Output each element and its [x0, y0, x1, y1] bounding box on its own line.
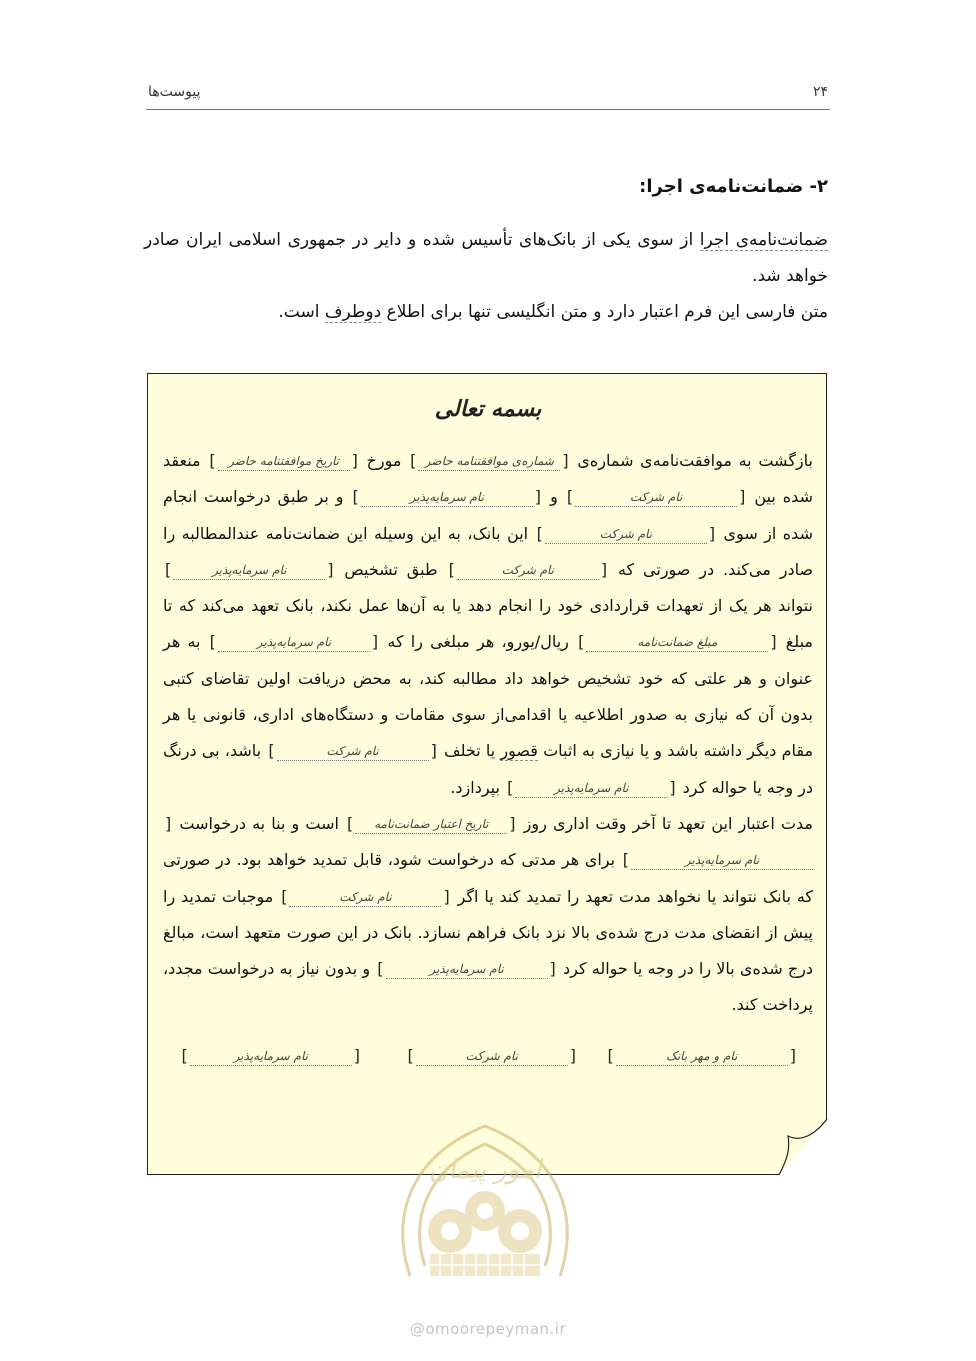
watermark-url: @omoorepeyman.ir: [409, 1320, 567, 1338]
investee-signature[interactable]: [نام سرمایه‌پذیر]: [181, 1046, 360, 1065]
company-name-field[interactable]: نام شرکت: [289, 888, 441, 907]
form-text: منعقد شده بین: [163, 451, 813, 507]
form-text: نتواند هر یک از تعهدات قراردادی خود را انجام دهد یا به آن‌ها عمل نکند، بانک تعهد می‌کند که تا مبلغ: [163, 596, 813, 652]
form-text: طبق تشخیص: [344, 559, 438, 579]
investee-name-field[interactable]: نام سرمایه‌پذیر: [515, 779, 667, 798]
intro-paragraph-2: [144, 294, 828, 330]
guarantee-amount-field[interactable]: مبلغ ضمانت‌نامه: [586, 633, 768, 652]
company-name-field[interactable]: نام شرکت: [457, 561, 599, 580]
intro-text: است.: [278, 302, 325, 322]
investee-name-field[interactable]: نام سرمایه‌پذیر: [631, 851, 813, 870]
intro-paragraph-1: [144, 222, 828, 294]
company-signature[interactable]: [نام شرکت]: [407, 1046, 576, 1065]
contract-date-field[interactable]: تاریخ موافقتنامه حاضر: [218, 452, 350, 471]
company-signature-field[interactable]: نام شرکت: [416, 1047, 568, 1066]
form-text: و بر طبق درخواست انجام شده از سوی: [163, 487, 813, 543]
chapter-title: پیوست‌ها: [148, 84, 201, 100]
form-text: قصور: [500, 741, 538, 761]
form-text: بپردازد.: [450, 777, 500, 797]
form-text: یا تخلف: [444, 741, 496, 761]
guarantee-paragraph-1: بازگشت به موافقت‌نامه‌ی شماره‌ی [شماره‌ی موافقتنامه حاضر] مورخ [تاریخ موافقتنامه حاضر] منعقد شده بین [نام شرکت] و [نام سرمایه‌پذیر] و بر طبق درخواست انجام شده از سوی [نام شرکت] این بانک، به این وسیله این ضمانت‌نامه عندالمطالبه را صادر می‌کند. در صورتی که [نام شرکت] طبق تشخیص [نام سرمایه‌پذیر] نتواند هر یک از تعهدات قراردادی خود را انجام دهد یا به آن‌ها عمل نکند، بانک تعهد می‌کند که تا مبلغ [مبلغ ضمانت‌نامه] ریال/یورو، هر مبلغی را که [نام سرمایه‌پذیر] به هر عنوان و هر علتی که خود تشخیص خواهد داد مطالبه کند، به محض دریافت اولین تقاضای کتبی بدون آن که نیازی به صدور اطلاعیه یا اقدامی‌از سوی مقامات و دستگاه‌های اداری، قانونی یا هر مقام دیگر داشته باشد و یا نیازی به اثبات قصور یا تخلف [نام شرکت] باشد، بی درنگ در وجه یا حواله کرد [نام سرمایه‌پذیر] بپردازد.: [163, 451, 814, 797]
investee-name-field[interactable]: نام سرمایه‌پذیر: [361, 488, 533, 507]
watermark-logo-icon: [390, 1116, 580, 1286]
form-text: ریال/یورو، هر مبلغی را که: [387, 632, 569, 652]
form-text: به هر عنوان و هر علتی که خود تشخیص خواهد داد مطالبه کند، به محض دریافت اولین تقاضای کتبی بدون آن که نیازی به صدور اطلاعیه یا اقدامی‌از سوی مقامات و دستگاه‌های اداری، قانونی یا هر مقام دیگر داشته باشد و یا نیازی به اثبات: [163, 632, 814, 761]
guarantee-paragraph-2: مدت اعتبار این تعهد تا آخر وقت اداری روز [تاریخ اعتبار ضمانت‌نامه] است و بنا به درخواست [نام سرمایه‌پذیر] برای هر مدتی که درخواست شود، قابل تمدید خواهد بود. در صورتی که بانک نتواند یا نخواهد مدت تعهد را تمدید کند یا اگر [نام شرکت] موجبات تمدید را پیش از انقضای مدت درج شده‌ی بالا نزد بانک فراهم نسازد. بانک در این صورت متعهد است، مبالغ درج شده‌ی بالا را در وجه یا حواله کرد [نام سرمایه‌پذیر] و بدون نیاز به درخواست مجدد، پرداخت کند.: [163, 813, 814, 1015]
guarantee-body: [163, 443, 813, 1024]
section-intro: [144, 222, 828, 330]
company-name-field[interactable]: نام شرکت: [545, 525, 707, 544]
page-number: ۲۴: [812, 84, 828, 100]
intro-text: متن فارسی این فرم اعتبار دارد و متن انگلیسی تنها برای اطلاع: [381, 302, 828, 322]
bank-signature[interactable]: [نام و مهر بانک]: [607, 1046, 796, 1065]
investee-name-field[interactable]: نام سرمایه‌پذیر: [173, 561, 325, 580]
validity-date-field[interactable]: تاریخ اعتبار ضمانت‌نامه: [355, 815, 507, 834]
watermark-url-text: omoorepeyman.ir: [425, 1320, 567, 1338]
form-text: مورخ: [366, 451, 402, 470]
intro-term: ضمانت‌نامه‌ی اجرا: [699, 230, 828, 250]
form-text: و: [550, 487, 558, 507]
form-text: برای هر مدتی که درخواست شود، قابل تمدید خواهد بود. در صورتی که بانک نتواند یا نخواهد مدت تعهد را تمدید کند یا اگر: [163, 850, 814, 906]
bank-signature-field[interactable]: نام و مهر بانک: [616, 1047, 788, 1066]
watermark-logo-text: امور پیمان: [428, 1155, 542, 1185]
header-divider: [146, 109, 830, 110]
contract-number-field[interactable]: شماره‌ی موافقتنامه حاضر: [418, 452, 560, 471]
signature-row: [178, 1046, 798, 1078]
company-name-field[interactable]: نام شرکت: [277, 742, 429, 761]
intro-term: دوطرف: [324, 302, 382, 322]
form-text: بازگشت به موافقت‌نامه‌ی شماره‌ی: [577, 451, 813, 470]
intro-text: از سوی یکی از بانک‌های تأسیس شده و دایر در جمهوری اسلامی ایران صادر خواهد شد.: [144, 230, 828, 286]
form-text: این بانک، به این وسیله این ضمانت‌نامه عندالمطالبه را صادر می‌کند. در صورتی که: [163, 523, 814, 579]
page-curl-icon: [778, 1118, 828, 1176]
section-title: ۲- ضمانت‌نامه‌ی اجرا:: [639, 176, 828, 197]
form-text: و بدون نیاز به درخواست مجدد، پرداخت کند.: [163, 959, 813, 1015]
bismillah-heading: بسمه تعالی: [434, 396, 542, 422]
investee-signature-field[interactable]: نام سرمایه‌پذیر: [190, 1047, 352, 1066]
form-text: موجبات تمدید را پیش از انقضای مدت درج شده‌ی بالا نزد بانک فراهم نسازد. بانک در این صورت متعهد است، مبالغ درج شده‌ی بالا را در وجه یا حواله کرد: [163, 886, 814, 979]
form-text: مدت اعتبار این تعهد تا آخر وقت اداری روز: [523, 813, 813, 833]
investee-name-field[interactable]: نام سرمایه‌پذیر: [386, 960, 548, 979]
company-name-field[interactable]: نام شرکت: [575, 488, 737, 507]
investee-name-field[interactable]: نام سرمایه‌پذیر: [218, 633, 370, 652]
form-text: باشد، بی درنگ در وجه یا حواله کرد: [163, 741, 813, 797]
form-text: است و بنا به درخواست: [179, 813, 339, 833]
